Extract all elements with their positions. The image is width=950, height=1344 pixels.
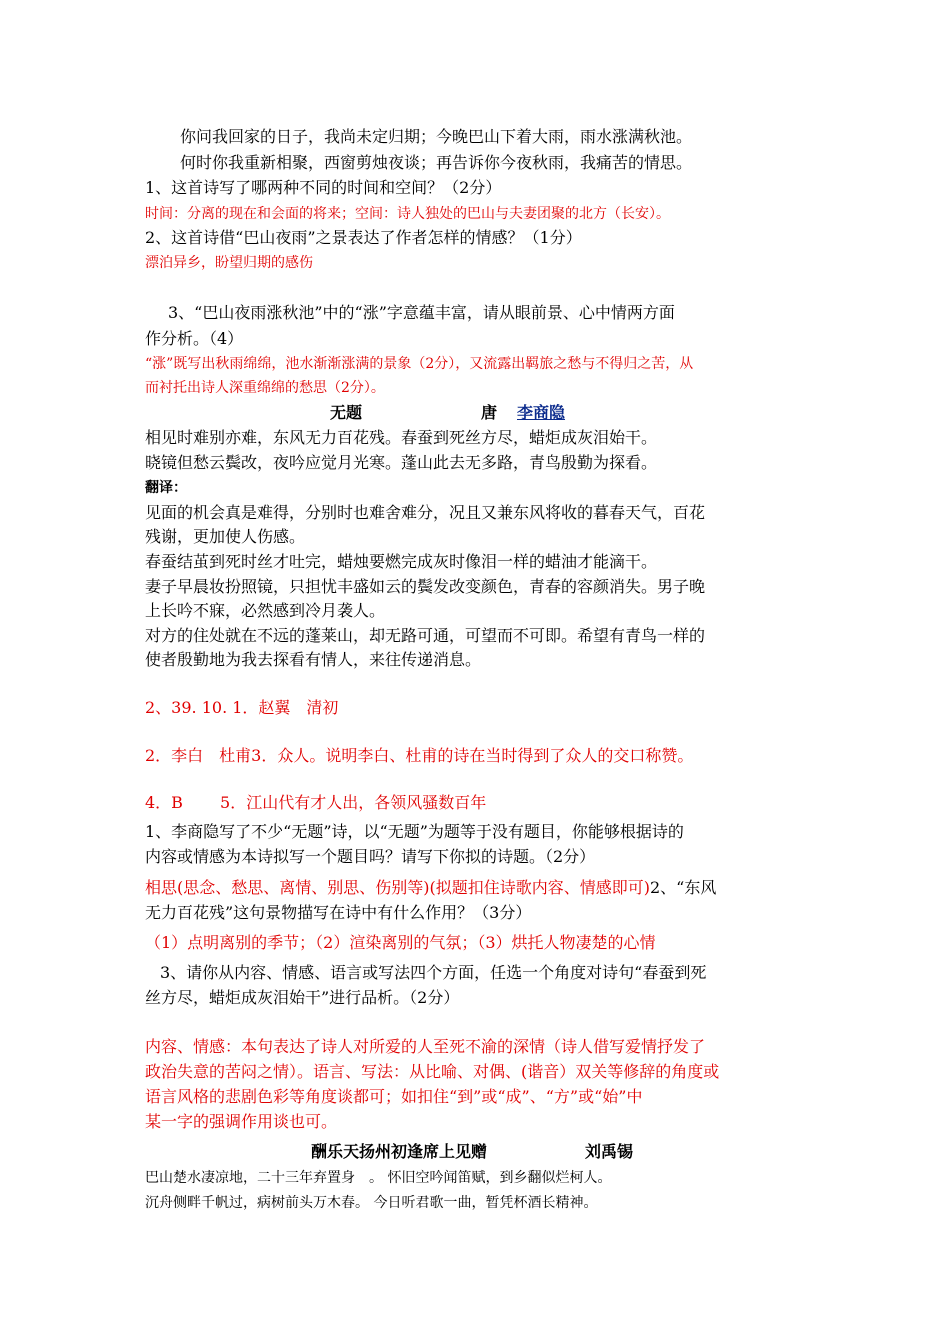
answer-2: 漂泊异乡，盼望归期的感伤 bbox=[145, 255, 313, 271]
wuti-answer-2: （1）点明离别的季节；（2）渲染离别的气氛；（3）烘托人物凄楚的心情 bbox=[145, 933, 656, 952]
question-3-line-2: 作分析。（4） bbox=[145, 329, 244, 348]
poem2-translation-line-4: 妻子早晨妆扮照镜，只担忧丰盛如云的鬓发改变颜色，青春的容颜消失。男子晚 bbox=[145, 577, 706, 596]
answer-1: 时间：分离的现在和会面的将来；空间：诗人独处的巴山与夫妻团聚的北方（长安）。 bbox=[145, 206, 670, 222]
poem3-line-2: 沉舟侧畔千帆过，病树前头万木春。 今日听君歌一曲，暂凭杯酒长精神。 bbox=[145, 1195, 598, 1211]
wuti-question-2: 无力百花残”这句景物描写在诗中有什么作用？（3分） bbox=[145, 903, 532, 922]
poem2-line-2: 晓镜但愁云鬓改，夜吟应觉月光寒。蓬山此去无多路，青鸟殷勤为探看。 bbox=[145, 453, 658, 472]
wuti-answer-1: 相思(思念、愁思、离情、别思、伤别等)(拟题扣住诗歌内容、情感即可) bbox=[145, 878, 650, 897]
poem2-translation-line-1: 见面的机会真是难得，分别时也难舍难分，况且又兼东风将收的暮春天气，百花 bbox=[145, 503, 706, 522]
poem2-translation-line-3: 春蚕结茧到死时丝才吐完，蜡烛要燃完成灰时像泪一样的蜡油才能滴干。 bbox=[145, 552, 658, 571]
poem1-translation-line-2: 何时你我重新相聚，西窗剪烛夜谈；再告诉你今夜秋雨，我痛苦的情思。 bbox=[180, 153, 693, 172]
wuti-question-3-line-2: 丝方尽，蜡炬成灰泪始干”进行品析。（2分） bbox=[145, 988, 460, 1007]
poem3-author: 刘禹锡 bbox=[585, 1142, 634, 1161]
answer-line-red-3: 4．B 5．江山代有才人出，各领风骚数百年 bbox=[145, 793, 487, 812]
wuti-question-2-start: 2、“东风 bbox=[649, 878, 717, 897]
poem2-translation-line-6: 对方的住处就在不远的蓬莱山，却无路可通，可望而不可即。希望有青鸟一样的 bbox=[145, 626, 706, 645]
answer-3-line-2: 而衬托出诗人深重绵绵的愁思（2分）。 bbox=[145, 380, 385, 396]
poem2-title: 无题 bbox=[330, 403, 363, 422]
poem2-author-link[interactable]: 李商隐 bbox=[517, 403, 566, 422]
translation-label: 翻译： bbox=[145, 480, 187, 496]
question-2: 2、这首诗借“巴山夜雨”之景表达了作者怎样的情感？（1分） bbox=[145, 228, 582, 247]
wuti-question-1-line-1: 1、李商隐写了不少“无题”诗，以“无题”为题等于没有题目，你能够根据诗的 bbox=[145, 822, 684, 841]
question-1: 1、这首诗写了哪两种不同的时间和空间？（2分） bbox=[145, 178, 502, 197]
wuti-question-3-line-1: 3、请你从内容、情感、语言或写法四个方面，任选一个角度对诗句“春蚕到死 bbox=[160, 963, 707, 982]
poem3-line-1: 巴山楚水凄凉地，二十三年弃置身 。 怀旧空吟闻笛赋，到乡翻似烂柯人。 bbox=[145, 1170, 612, 1186]
wuti-answer-3-line-1: 内容、情感：本句表达了诗人对所爱的人至死不渝的深情（诗人借写爱情抒发了 bbox=[145, 1037, 706, 1056]
poem1-translation-line-1: 你问我回家的日子，我尚未定归期；今晚巴山下着大雨，雨水涨满秋池。 bbox=[180, 127, 693, 146]
poem2-translation-line-7: 使者殷勤地为我去探看有情人，来往传递消息。 bbox=[145, 650, 482, 669]
answer-line-red-2: 2．李白 杜甫3．众人。说明李白、杜甫的诗在当时得到了众人的交口称赞。 bbox=[145, 746, 694, 765]
wuti-answer-1-row bbox=[145, 877, 716, 899]
poem2-translation-line-2: 残谢，更加使人伤感。 bbox=[145, 527, 306, 546]
wuti-answer-3-line-3: 语言风格的悲剧色彩等角度谈都可；如扣住“到”或“成”、“方”或“始”中 bbox=[145, 1087, 643, 1106]
poem2-translation-line-5: 上长吟不寐，必然感到冷月袭人。 bbox=[145, 601, 386, 620]
wuti-question-1-line-2: 内容或情感为本诗拟写一个题目吗？请写下你拟的诗题。（2分） bbox=[145, 847, 596, 866]
poem3-title: 酬乐天扬州初逢席上见赠 bbox=[311, 1142, 488, 1161]
wuti-answer-3-line-2: 政治失意的苦闷之情）。语言、写法：从比喻、对偶、(谐音）双关等修辞的角度或 bbox=[145, 1062, 720, 1081]
poem2-dynasty: 唐 bbox=[481, 403, 498, 422]
poem2-line-1: 相见时难别亦难，东风无力百花残。春蚕到死丝方尽，蜡炬成灰泪始干。 bbox=[145, 428, 658, 447]
question-3-line-1: 3、“巴山夜雨涨秋池”中的“涨”字意蕴丰富，请从眼前景、心中情两方面 bbox=[168, 303, 675, 322]
answer-line-red-1: 2、39. 10. 1．赵翼 清初 bbox=[145, 698, 339, 717]
answer-3-line-1: “涨”既写出秋雨绵绵，池水渐渐涨满的景象（2分），又流露出羁旅之愁与不得归之苦，从 bbox=[145, 356, 694, 372]
wuti-answer-3-line-4: 某一字的强调作用谈也可。 bbox=[145, 1112, 338, 1131]
